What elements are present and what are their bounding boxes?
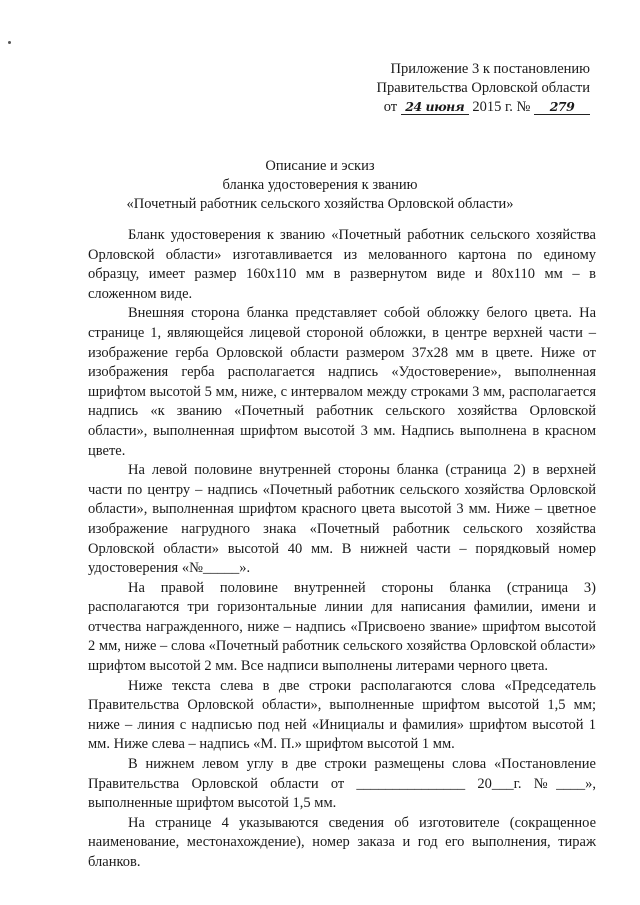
paragraph: На правой половине внутренней стороны бланка (страница 3) располагаются три горизонтальные линии для написания фамилии, имени и отчества награжденного, ниже – надпись «Присвоено звание» шрифтом высотой 2 мм, ниже – слова «Почетный работник сельского хозяйства Орловской области» шрифтом высотой 2 мм. Все надписи выполнены литерами черного цвета. — [88, 579, 596, 675]
document-body — [88, 226, 596, 873]
title-line-1: Описание и эскиз — [265, 158, 375, 174]
paragraph: Ниже текста слева в две строки располагаются слова «Председатель Правительства Орловской области», выполненные шрифтом высотой 1,5 мм; ниже – линия с надписью под ней «Инициалы и фамилия» шрифтом высотой 1 мм. Ниже слева – надпись «М. П.» шрифтом высотой 1 мм. — [88, 677, 596, 753]
paragraph: Внешняя сторона бланка представляет собой обложку белого цвета. На странице 1, являющейся лицевой стороной обложки, в центре верхней части – изображение герба Орловской области размером 37x28 мм в цвете. Ниже от изображения герба располагается надпись «Удостоверение», выполненная шрифтом высотой 5 мм, ниже, с интервалом между строками 3 мм, располагается надпись «к званию «Почетный работник сельского хозяйства Орловской области», выполненная шрифтом высотой 3 мм. Надпись выполнена в красном цвете. — [88, 305, 596, 459]
paragraph: Бланк удостоверения к званию «Почетный работник сельского хозяйства Орловской области» изготавливается из мелованного картона по единому образцу, имеет размер 160x110 мм в развернутом виде и 80x110 мм – в сложенном виде. — [88, 227, 596, 302]
appendix-year: 2015 г. № — [472, 99, 531, 115]
handwritten-number: 279 — [534, 100, 590, 115]
paragraph: В нижнем левом углу в две строки размещены слова «Постановление Правительства Орловской области от _______________ 20___г. №____», выполненные шрифтом высотой 1,5 мм. — [88, 756, 596, 812]
scan-speck — [8, 41, 11, 44]
appendix-line-1: Приложение 3 к постановлению — [390, 61, 590, 77]
appendix-line-3 — [340, 98, 590, 117]
appendix-line-2: Правительства Орловской области — [376, 80, 590, 96]
title-line-2: бланка удостоверения к званию — [222, 177, 418, 193]
title-line-3: «Почетный работник сельского хозяйства Орловской области» — [126, 196, 514, 212]
appendix-header — [340, 60, 590, 117]
document-title — [100, 157, 540, 214]
handwritten-date: 24 июня — [401, 100, 469, 115]
appendix-prefix: от — [383, 99, 398, 115]
paragraph: На странице 4 указываются сведения об изготовителе (сокращенное наименование, местонахождение), номер заказа и год его выполнения, тираж бланков. — [88, 814, 596, 870]
paragraph: На левой половине внутренней стороны бланка (страница 2) в верхней части по центру – надпись «Почетный работник сельского хозяйства Орловской области», выполненная шрифтом красного цвета высотой 3 мм. Ниже – цветное изображение нагрудного знака «Почетный работник сельского хозяйства Орловской области» высотой 40 мм. В нижней части – порядковый номер удостоверения «№_____». — [88, 462, 596, 577]
